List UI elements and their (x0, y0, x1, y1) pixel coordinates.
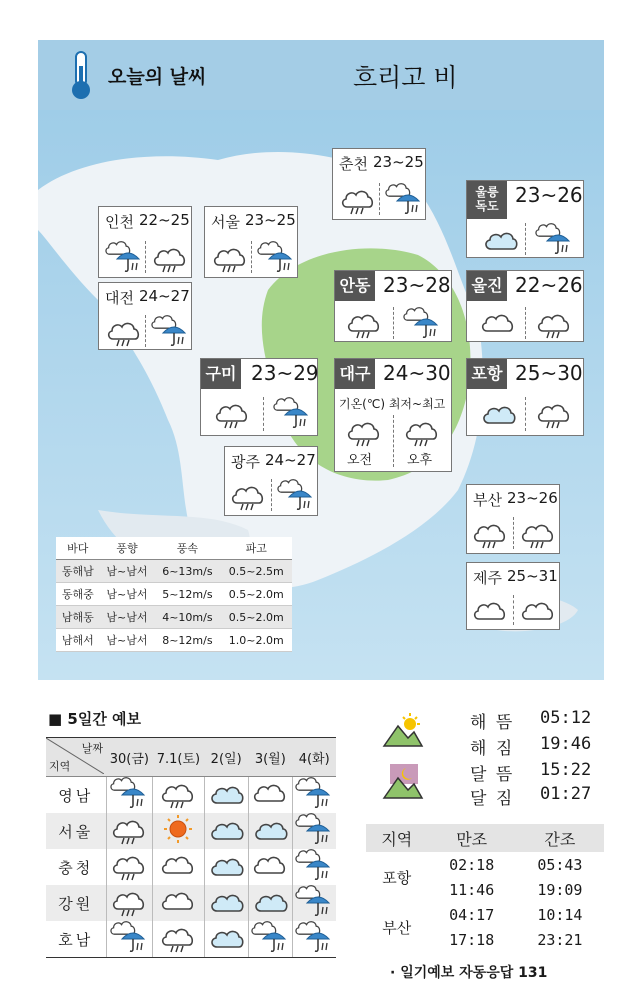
partly-cloudy-icon (207, 813, 245, 849)
tide-high: 04:17 (449, 905, 495, 924)
forecast-cell (106, 813, 153, 849)
weather-condition: 흐리고 비 (353, 63, 458, 92)
rain-umbrella-icon (105, 241, 143, 277)
city-card-jeju (466, 562, 560, 630)
weather-map (38, 40, 604, 680)
rain-umbrella-icon (403, 307, 441, 343)
sun-icon (159, 813, 197, 849)
tide-high: 17:18 (449, 930, 495, 949)
forecast-day: 7.1(토) (153, 738, 204, 777)
city-card-uljin (466, 270, 584, 342)
sea-cell: 0.5~2.0m (220, 583, 292, 606)
sunrise-icon (382, 712, 424, 750)
partly-cloudy-icon (207, 849, 245, 885)
sea-cell: 1.0~2.0m (220, 629, 292, 652)
tide-city: 포항 (382, 868, 412, 887)
sunset-time: 19:46 (540, 734, 592, 754)
cloud-rain-icon (110, 885, 148, 921)
cloud-rain-icon (213, 397, 251, 433)
city-temp: 23~26 (515, 183, 583, 207)
sea-header: 풍향 (100, 537, 155, 560)
forecast-header (46, 738, 336, 777)
sunrise-label: 해 뜸 (470, 713, 515, 733)
tide-header-cell: 간조 (516, 824, 604, 852)
city-card-busan (466, 484, 560, 554)
city-card-chuncheon (332, 148, 426, 220)
moonrise-icon (382, 762, 424, 802)
rain-umbrella-icon (110, 921, 148, 957)
sea-row (56, 629, 292, 652)
cloud-rain-icon (471, 517, 509, 553)
city-label: 포항 (467, 359, 507, 389)
cloud-rain-icon (110, 813, 148, 849)
page-title: 오늘의 날씨 (108, 66, 207, 88)
tide-row (366, 852, 604, 877)
sea-cell: 8~12m/s (154, 629, 220, 652)
tide-row (366, 902, 604, 927)
forecast-region: 서울 (46, 813, 106, 849)
forecast-cell (292, 777, 336, 814)
rain-umbrella-icon (535, 223, 573, 259)
forecast-day: 3(월) (248, 738, 292, 777)
sea-cell: 남~남서 (100, 560, 155, 583)
rain-umbrella-icon (110, 777, 148, 813)
forecast-region: 호남 (46, 921, 106, 958)
tide-header-cell: 지역 (366, 824, 428, 852)
footer-note: · 일기예보 자동응답 131 (390, 965, 548, 981)
city-temp: 23~28 (383, 273, 451, 297)
forecast-cell (153, 849, 204, 885)
city-label: 울릉 독도 (467, 181, 507, 219)
city-card-daejeon (98, 282, 192, 350)
sea-cell: 6~13m/s (154, 560, 220, 583)
city-card-daegu (334, 358, 452, 472)
cloud-rain-icon (110, 849, 148, 885)
sea-cell: 0.5~2.0m (220, 606, 292, 629)
cloud-rain-icon (229, 479, 267, 515)
moonset-row (470, 784, 592, 809)
temp-legend: 기온(℃) 최저~최고 (339, 397, 446, 411)
partly-cloudy-icon (207, 777, 245, 813)
cloud-rain-icon (535, 397, 573, 433)
city-card-ulleung (466, 180, 584, 258)
sea-cell: 남해서 (56, 629, 100, 652)
partly-cloudy-icon (479, 397, 517, 433)
moonrise-time: 15:22 (540, 760, 592, 780)
forecast-cell (153, 921, 204, 958)
city-label: 안동 (335, 271, 375, 301)
sea-cell: 남해동 (56, 606, 100, 629)
rain-umbrella-icon (295, 885, 333, 921)
forecast-corner (46, 738, 106, 777)
cloud-rain-icon (519, 517, 557, 553)
sea-table-header (56, 537, 292, 560)
partly-cloudy-icon (481, 223, 519, 259)
city-temp: 24~27 (139, 287, 190, 305)
corner-date-label: 날짜 (81, 742, 103, 755)
forecast-cell (153, 777, 204, 814)
sunset-label: 해 짐 (470, 739, 515, 759)
city-name: 춘천 (339, 155, 368, 173)
forecast-cell (248, 921, 292, 958)
forecast-row (46, 921, 336, 958)
tide-high: 02:18 (449, 855, 495, 874)
cloud-icon (159, 849, 197, 885)
forecast-cell (204, 849, 248, 885)
cloud-rain-icon (105, 315, 143, 351)
rain-umbrella-icon (295, 921, 333, 957)
city-label: 울진 (467, 271, 507, 301)
forecast-cell (106, 885, 153, 921)
forecast-cell (248, 813, 292, 849)
cloud-rain-icon (159, 921, 197, 957)
sea-header: 바다 (56, 537, 100, 560)
city-name: 제주 (473, 569, 502, 587)
city-temp: 23~25 (245, 211, 296, 229)
sea-row (56, 583, 292, 606)
cloud-icon (479, 307, 517, 343)
partly-cloudy-icon (251, 885, 289, 921)
forecast-cell (248, 849, 292, 885)
partly-cloudy-icon (207, 885, 245, 921)
city-card-seoul (204, 206, 298, 278)
am-label: 오전 (347, 453, 373, 468)
forecast-row (46, 777, 336, 814)
forecast-cell (292, 813, 336, 849)
forecast-day: 30(금) (106, 738, 153, 777)
city-temp: 22~25 (139, 211, 190, 229)
tide-header (366, 824, 604, 852)
pm-label: 오후 (407, 453, 433, 468)
city-card-andong (334, 270, 452, 342)
city-label: 대구 (335, 359, 375, 389)
forecast-cell (292, 921, 336, 958)
moonrise-row (470, 760, 592, 785)
cloud-rain-icon (345, 307, 383, 343)
forecast-region: 영남 (58, 786, 94, 805)
city-temp: 24~30 (383, 361, 451, 385)
rain-umbrella-icon (295, 813, 333, 849)
city-name: 대전 (105, 289, 134, 307)
rain-umbrella-icon (151, 315, 189, 351)
forecast-cell (106, 921, 153, 958)
sea-row (56, 606, 292, 629)
forecast-region: 충청 (58, 858, 94, 877)
city-label: 구미 (201, 359, 241, 389)
forecast-cell (204, 885, 248, 921)
rain-umbrella-icon (273, 397, 311, 433)
forecast-cell (153, 813, 204, 849)
cloud-icon (159, 885, 197, 921)
city-temp: 25~30 (515, 361, 583, 385)
cloud-rain-icon (159, 777, 197, 813)
cloud-icon (251, 777, 289, 813)
city-temp: 23~29 (251, 361, 319, 385)
sea-header: 풍속 (154, 537, 220, 560)
tide-city: 부산 (382, 918, 412, 937)
forecast-table (46, 737, 336, 958)
forecast-day: 2(일) (204, 738, 248, 777)
tide-low: 05:43 (537, 855, 583, 874)
forecast-day: 4(화) (292, 738, 336, 777)
forecast-cell (248, 777, 292, 814)
sea-cell: 남~남서 (100, 583, 155, 606)
sea-header: 파고 (220, 537, 292, 560)
forecast-region: 강원 (46, 885, 106, 921)
city-temp: 22~26 (515, 273, 583, 297)
forecast-cell (204, 777, 248, 814)
sunrise-time: 05:12 (540, 708, 592, 728)
forecast-cell (106, 777, 153, 814)
city-temp: 24~27 (265, 451, 316, 469)
city-temp: 23~25 (373, 153, 424, 171)
city-temp: 25~31 (507, 567, 558, 585)
forecast-row (46, 885, 336, 921)
sea-cell: 남~남서 (100, 629, 155, 652)
moonrise-label: 달 뜸 (470, 765, 515, 785)
tide-high: 11:46 (449, 880, 495, 899)
sunrise-row (470, 708, 592, 733)
rain-umbrella-icon (257, 241, 295, 277)
sea-cell: 남~남서 (100, 606, 155, 629)
cloud-icon (519, 595, 557, 631)
city-card-gwangju (224, 446, 318, 516)
city-name: 인천 (105, 213, 134, 231)
forecast-row (46, 813, 336, 849)
forecast-cell (153, 885, 204, 921)
cloud-icon (471, 595, 509, 631)
tide-low: 10:14 (537, 905, 583, 924)
forecast-cell (248, 885, 292, 921)
sea-cell: 5~12m/s (154, 583, 220, 606)
forecast-cell (204, 921, 248, 958)
cloud-rain-icon (211, 241, 249, 277)
rain-umbrella-icon (295, 849, 333, 885)
forecast-cell (292, 849, 336, 885)
city-name: 서울 (211, 213, 240, 231)
cloud-rain-icon (403, 415, 441, 451)
rain-umbrella-icon (385, 183, 423, 219)
forecast-cell (292, 885, 336, 921)
tide-low: 23:21 (537, 930, 583, 949)
sea-table (56, 537, 292, 652)
cloud-rain-icon (339, 183, 377, 219)
corner-region-label: 지역 (49, 760, 71, 773)
sunset-row (470, 734, 592, 759)
cloud-rain-icon (151, 241, 189, 277)
sea-cell: 0.5~2.5m (220, 560, 292, 583)
moonset-time: 01:27 (540, 784, 592, 804)
cloud-rain-icon (535, 307, 573, 343)
sea-cell: 동해남 (56, 560, 100, 583)
city-card-pohang (466, 358, 584, 436)
forecast-cell (106, 849, 153, 885)
forecast-title: ■ 5일간 예보 (48, 710, 142, 728)
city-temp: 23~26 (507, 489, 558, 507)
tide-low: 19:09 (537, 880, 583, 899)
city-card-incheon (98, 206, 192, 278)
cloud-rain-icon (345, 415, 383, 451)
tide-header-cell: 만조 (428, 824, 516, 852)
cloud-icon (251, 849, 289, 885)
sea-cell: 4~10m/s (154, 606, 220, 629)
rain-umbrella-icon (277, 479, 315, 515)
sea-row (56, 560, 292, 583)
partly-cloudy-icon (207, 921, 245, 957)
rain-umbrella-icon (295, 777, 333, 813)
city-name: 광주 (231, 453, 260, 471)
forecast-row (46, 849, 336, 885)
rain-umbrella-icon (251, 921, 289, 957)
sea-cell: 동해중 (56, 583, 100, 606)
city-name: 부산 (473, 491, 502, 509)
moonset-label: 달 짐 (470, 789, 515, 809)
forecast-cell (204, 813, 248, 849)
partly-cloudy-icon (251, 813, 289, 849)
tide-table (366, 824, 604, 952)
city-card-gumi (200, 358, 318, 436)
